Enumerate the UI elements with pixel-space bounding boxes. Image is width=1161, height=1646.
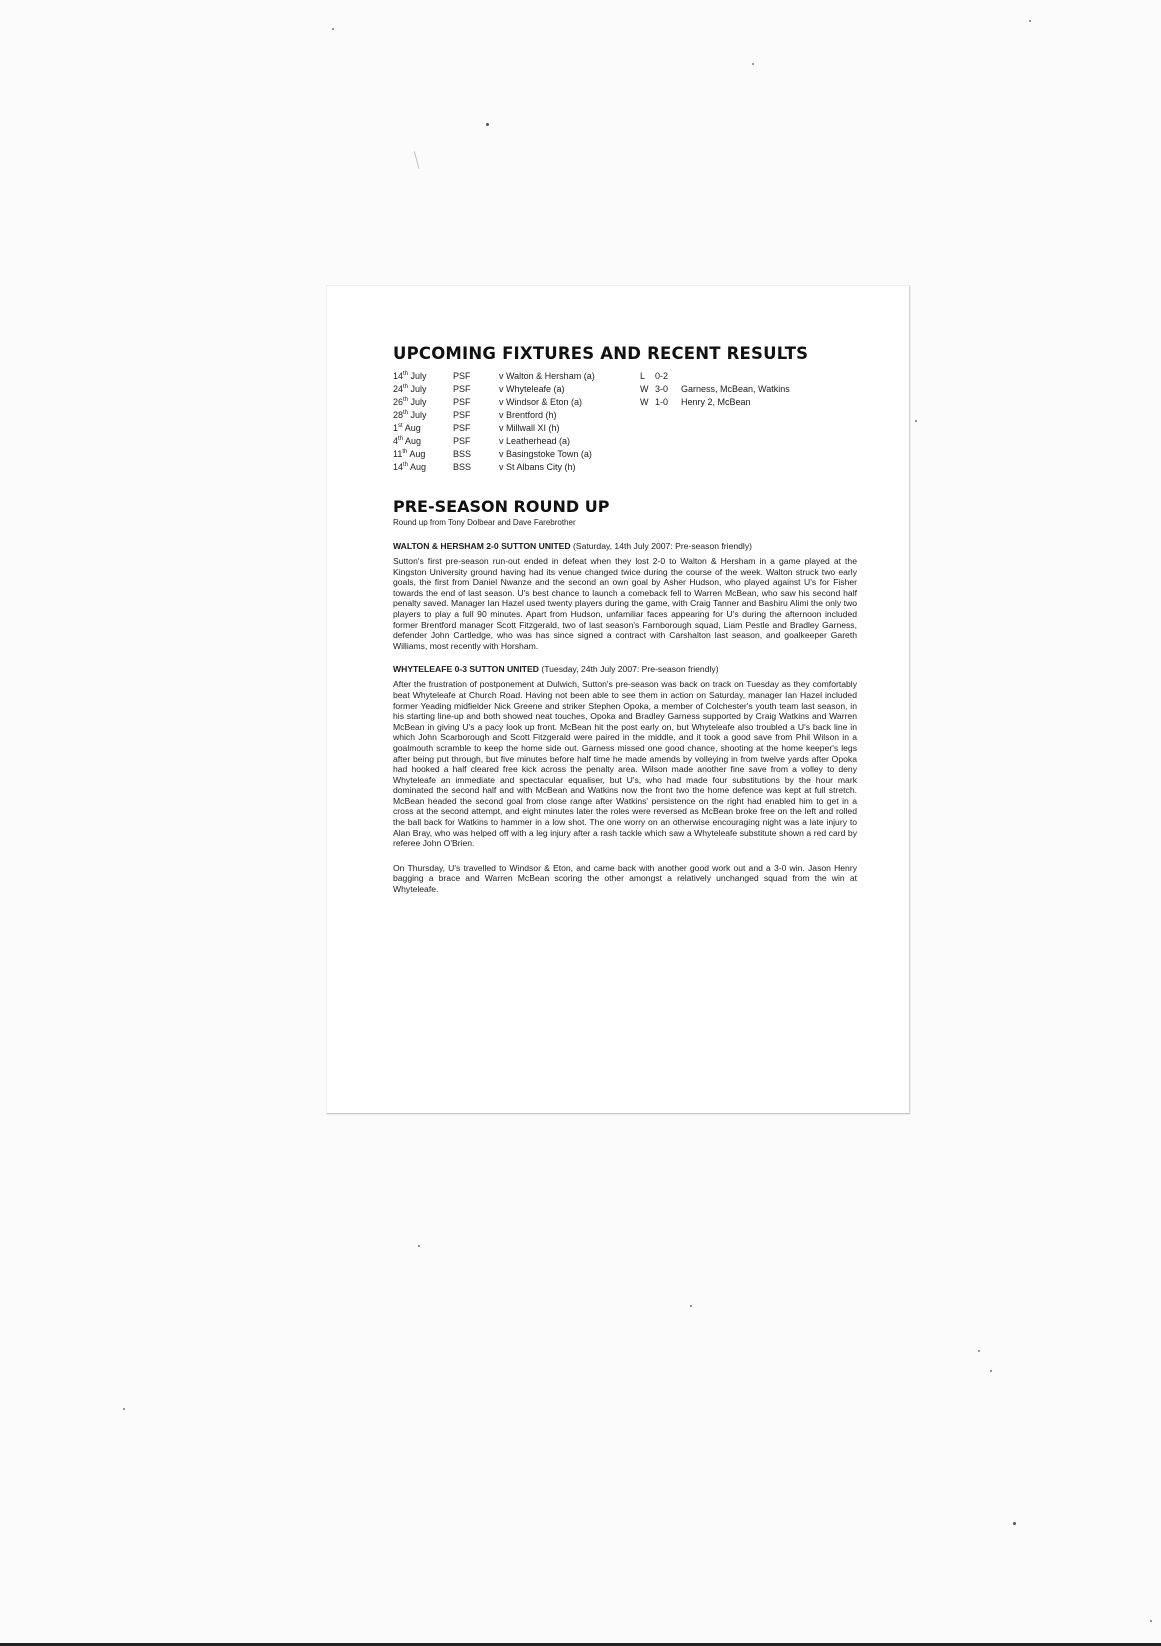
page-content: [393, 344, 857, 895]
fixture-month: July: [410, 384, 427, 394]
fixture-competition: BSS: [453, 449, 472, 459]
fixture-day: 14: [393, 371, 404, 381]
scan-speck: [123, 1408, 125, 1410]
fixture-day-suffix: th: [403, 397, 409, 403]
fixture-day: 14: [393, 462, 404, 472]
fixture-day-suffix: th: [402, 449, 408, 455]
fixture-competition: PSF: [453, 423, 471, 433]
scan-speck: [1150, 1620, 1152, 1622]
fixture-opponent: v Windsor & Eton (a): [499, 397, 583, 407]
fixture-month: Aug: [409, 449, 426, 459]
scan-speck: [486, 123, 489, 126]
fixture-day-suffix: th: [403, 384, 409, 390]
match-title: WHYTELEAFE 0-3 SUTTON UNITED: [393, 664, 539, 675]
fixture-day: 28: [393, 410, 404, 420]
fixtures-table: [393, 370, 857, 474]
fixture-competition: PSF: [453, 384, 471, 394]
fixture-month: July: [410, 397, 427, 407]
fixture-month: Aug: [405, 436, 422, 446]
scan-speck: [690, 1305, 692, 1307]
fixture-outcome: W: [640, 384, 649, 394]
fixture-competition: PSF: [453, 410, 471, 420]
fixture-row: [393, 383, 857, 396]
fixture-competition: PSF: [453, 436, 471, 446]
fixture-date: [393, 370, 427, 383]
fixture-row: [393, 461, 857, 474]
fixture-day-suffix: st: [398, 423, 403, 429]
windsor-summary: On Thursday, U's travelled to Windsor & Eton, and came back with another good work out and a 3-0 win. Jason Henry bagging a brace and Warren McBean scoring the other amongst a relatively unchanged squad from the win at Whyteleafe.: [393, 862, 857, 895]
match-heading-whyteleafe: [393, 664, 857, 675]
match-report-whyteleafe: After the frustration of postponement at Dulwich, Sutton's pre-season was back on track on Tuesday as they comfortably beat Whyteleafe at Church Road. Having not been able to see them in action on Saturday, manager Ian Hazel included former Yeading midfielder Nick Greene and striker Stephen Opoka, a member of Colchester's youth team last season, in his starting line-up and both showed neat touches, Opoka and Bradley Garness supported by Craig Watkins and Warren McBean in giving U's a pacy look up front. McBean hit the post early on, but Whyteleafe also troubled a U's back line in which John Scarborough and Scott Fitzgerald were paired in the middle, and it took a good save from Phil Wilson in a goalmouth scramble to keep the home side out. Garness missed one good chance, shooting at the home keeper's legs after being put through, but five minutes before half time he made amends by volleying in from twelve yards after Opoka had hooked a half cleared free kick across the penalty area. Wilson made another fine save from a volley to deny Whyteleafe an immediate and spectacular equaliser, but U's, who had made four substitutions by the hour mark dominated the second half and with McBean and Watkins now the front two the home defence was kept at full stretch. McBean headed the second goal from close range after Watkins' persistence on the right had enabled him to get in a cross at the second attempt, and eight minutes later the roles were reversed as McBean broke free on the left and rolled the ball back for Watkins to hammer in a low shot. The one worry on an otherwise encouraging night was a late injury to Alan Bray, who was helped off with a leg injury after a rash tackle which saw a Whyteleafe substitute shown a red card by referee John O'Brien.: [393, 679, 857, 849]
scan-speck: [1013, 1522, 1016, 1525]
fixture-row: [393, 422, 857, 435]
fixture-day: 24: [393, 384, 404, 394]
fixture-day-suffix: th: [403, 410, 409, 416]
fixture-month: July: [410, 371, 427, 381]
fixture-competition: PSF: [453, 397, 471, 407]
fixture-month: July: [410, 410, 427, 420]
fixture-month: Aug: [410, 462, 427, 472]
fixture-outcome: L: [640, 371, 646, 381]
fixture-date: [393, 448, 425, 461]
fixture-date: [393, 422, 421, 435]
scan-smudge: [414, 149, 427, 169]
fixture-day-suffix: th: [403, 371, 409, 377]
fixture-opponent: v Walton & Hersham (a): [499, 371, 595, 381]
scan-speck: [752, 63, 754, 65]
scan-speck: [990, 1370, 992, 1372]
fixture-day-suffix: th: [398, 436, 404, 442]
fixture-day-suffix: th: [403, 462, 409, 468]
fixture-date: [393, 435, 421, 448]
match-report-walton: Sutton's first pre-season run-out ended in defeat when they lost 2-0 to Walton & Hersham in a game played at the Kingston University ground having had its venue changed twice during the course of the week. Walton struck two early goals, the first from Daniel Nwanze and the second an own goal by Asher Hudson, who played against U's for Fisher towards the end of last season. U's best chance to launch a comeback fell to Warren McBean, who saw his second half penalty saved. Manager Ian Hazel used twenty players during the game, with Craig Tanner and Bashiru Alimi the only two players to play a full 90 minutes. Apart from Hudson, unfamiliar faces appearing for U's during the afternoon included former Brentford manager Scott Fitzgerald, two of last season's Farnborough squad, Liam Pestle and Bradley Garness, defender John Cartledge, who was has since signed a contract with Carshalton last season, and goalkeeper Gareth Williams, most recently with Horsham.: [393, 556, 857, 651]
fixture-row: [393, 396, 857, 409]
fixture-row: [393, 409, 857, 422]
fixture-row: [393, 435, 857, 448]
roundup-title: PRE-SEASON ROUND UP: [393, 497, 610, 516]
fixture-date: [393, 461, 426, 474]
fixture-month: Aug: [404, 423, 421, 433]
roundup-byline: Round up from Tony Dolbear and Dave Farebrother: [393, 518, 576, 527]
fixture-date: [393, 383, 427, 396]
fixture-opponent: v St Albans City (h): [499, 462, 576, 472]
fixture-day: 26: [393, 397, 404, 407]
document-page: [327, 286, 910, 1114]
match-title: WALTON & HERSHAM 2-0 SUTTON UNITED: [393, 541, 571, 551]
fixture-row: [393, 370, 857, 383]
fixture-date: [393, 409, 427, 422]
fixture-opponent: v Millwall XI (h): [499, 423, 560, 433]
fixture-day: 11: [393, 449, 403, 459]
fixture-competition: BSS: [453, 462, 472, 472]
fixture-opponent: v Whyteleafe (a): [499, 384, 565, 394]
scan-speck: [1029, 20, 1031, 22]
fixture-scorers: Henry 2, McBean: [681, 397, 751, 407]
fixture-opponent: v Leatherhead (a): [499, 436, 571, 446]
fixture-day: 1: [393, 423, 399, 433]
fixture-opponent: v Basingstoke Town (a): [499, 449, 592, 459]
scan-speck: [418, 1245, 420, 1247]
scan-speck: [978, 1350, 980, 1352]
fixture-score: 1-0: [655, 397, 669, 407]
fixture-score: 3-0: [655, 384, 669, 394]
fixture-row: [393, 448, 857, 461]
fixture-scorers: Garness, McBean, Watkins: [681, 384, 790, 394]
fixture-outcome: W: [640, 397, 649, 407]
match-detail: (Saturday, 14th July 2007: Pre-season friendly): [573, 541, 752, 551]
fixture-score: 0-2: [655, 371, 669, 381]
match-detail: (Tuesday, 24th July 2007: Pre-season friendly): [541, 664, 719, 675]
scan-speck: [915, 420, 917, 422]
match-heading-walton: [393, 541, 857, 552]
fixture-date: [393, 396, 427, 409]
fixture-day: 4: [393, 436, 399, 446]
fixture-competition: PSF: [453, 371, 471, 381]
fixture-opponent: v Brentford (h): [499, 410, 557, 420]
scan-speck: [332, 28, 334, 30]
fixtures-title: UPCOMING FIXTURES AND RECENT RESULTS: [393, 344, 809, 363]
